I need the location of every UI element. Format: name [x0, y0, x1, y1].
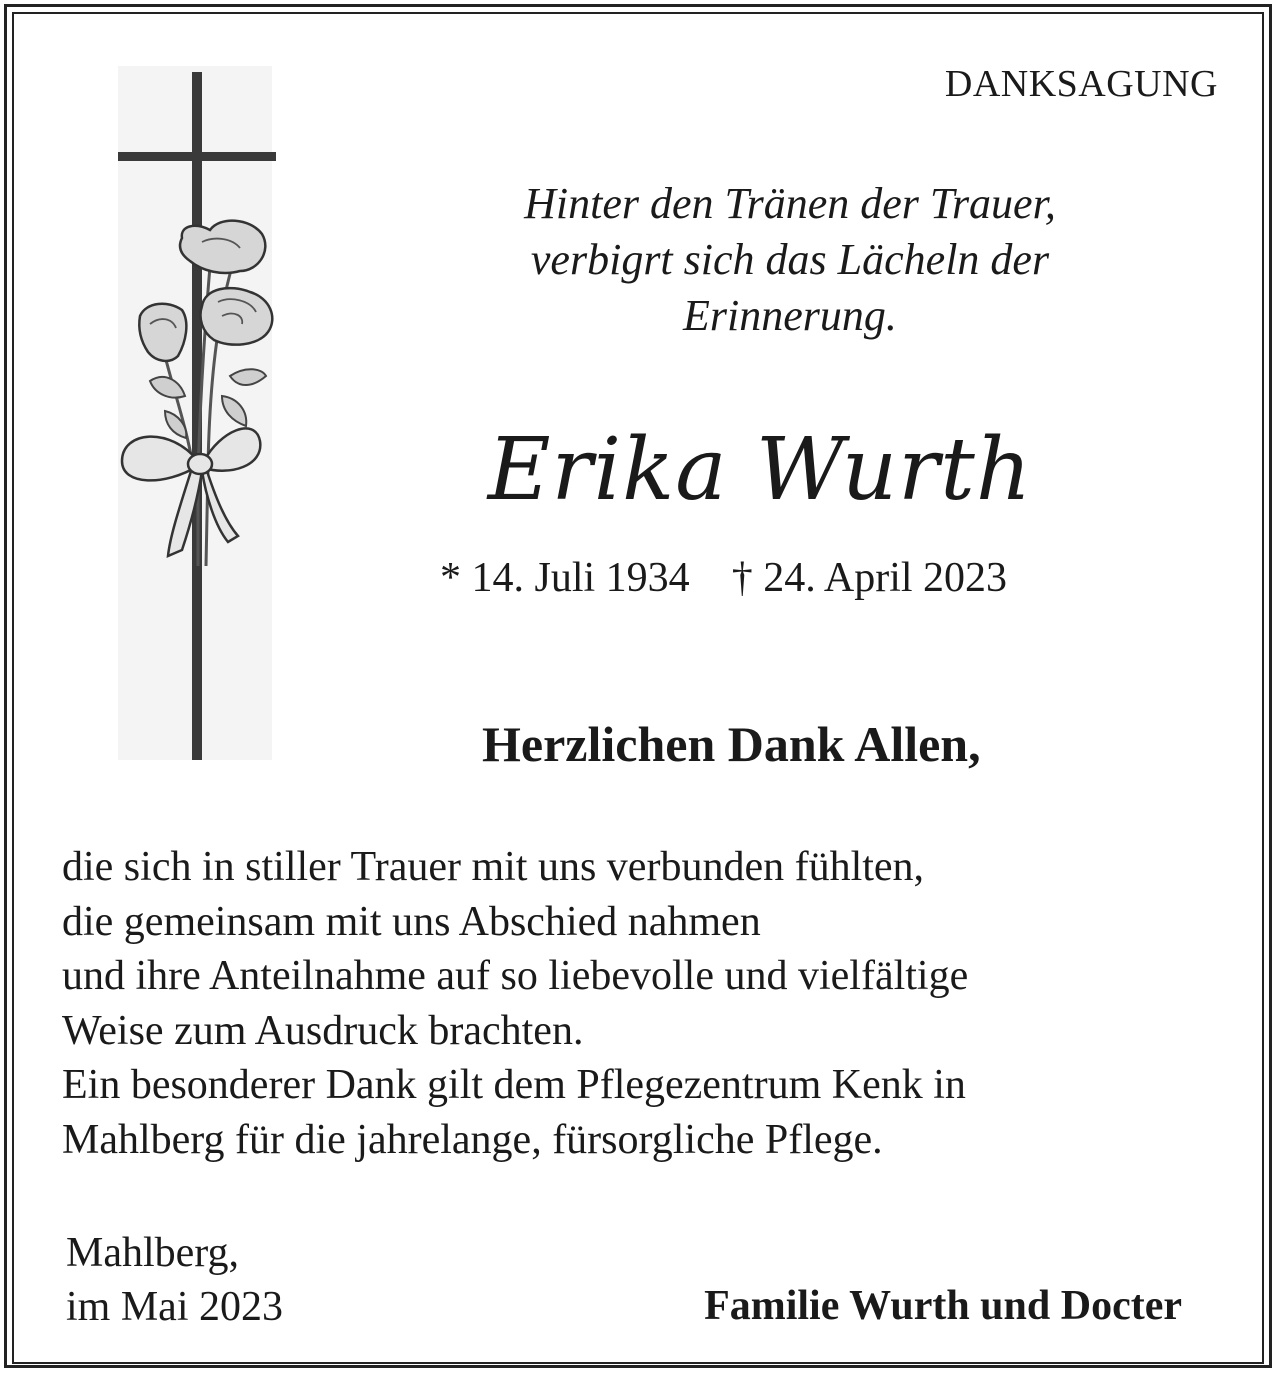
date-line: im Mai 2023	[66, 1284, 283, 1330]
body-line: Weise zum Ausdruck brachten.	[62, 1007, 584, 1054]
deceased-name: Erika Wurth	[487, 420, 1033, 520]
body-line: Mahlberg für die jahrelange, fürsorgliche Pflege.	[62, 1116, 883, 1163]
cross-with-roses-icon	[110, 66, 280, 766]
motto-line: verbigrt sich das Lächeln der	[530, 235, 1050, 284]
thanks-heading: Herzlichen Dank Allen,	[482, 716, 981, 772]
notice-heading: DANKSAGUNG	[944, 63, 1218, 105]
motto-verse	[420, 176, 1160, 344]
body-line: die gemeinsam mit uns Abschied nahmen	[62, 898, 761, 945]
birth-date: * 14. Juli 1934	[440, 555, 690, 601]
place-and-date	[66, 1226, 283, 1334]
body-line: und ihre Anteilnahme auf so liebevolle und vielfältige	[62, 953, 969, 999]
body-line: Ein besonderer Dank gilt dem Pflegezentrum Kenk in	[62, 1062, 966, 1108]
thanks-body	[62, 840, 1212, 1167]
body-line: die sich in stiller Trauer mit uns verbunden fühlten,	[62, 844, 925, 890]
death-date: † 24. April 2023	[731, 555, 1008, 601]
place-line: Mahlberg,	[66, 1230, 240, 1276]
family-signature: Familie Wurth und Docter	[704, 1283, 1182, 1329]
motto-line: Erinnerung.	[683, 291, 897, 340]
motto-line: Hinter den Tränen der Trauer,	[524, 179, 1056, 228]
life-dates	[440, 554, 1007, 602]
